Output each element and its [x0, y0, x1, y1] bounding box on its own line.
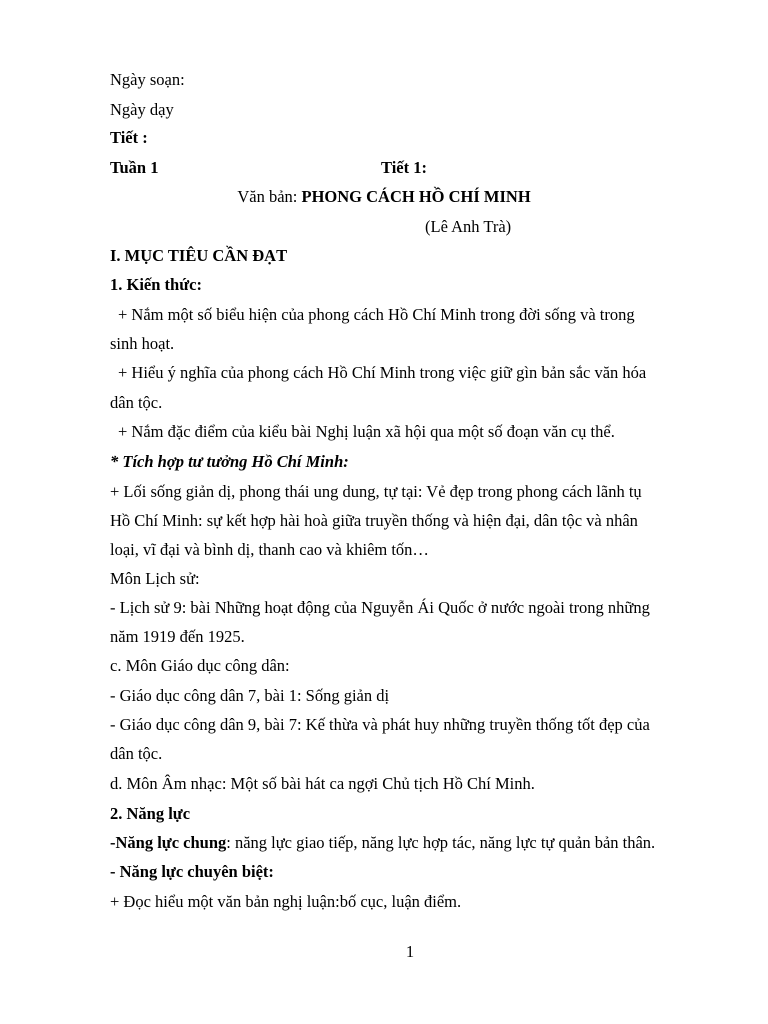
title-label: Văn bản:	[237, 187, 298, 206]
integration-line: - Giáo dục công dân 7, bài 1: Sống giản dị	[110, 686, 390, 705]
knowledge-item: sinh hoạt.	[110, 334, 175, 353]
knowledge-item: + Nắm đặc điểm của kiểu bài Nghị luận xã hội qua một số đoạn văn cụ thể.	[118, 422, 615, 441]
integration-line: d. Môn Âm nhạc: Một số bài hát ca ngợi Chủ tịch Hồ Chí Minh.	[110, 774, 535, 793]
subheading-competency: 2. Năng lực	[110, 804, 191, 823]
general-competency-label: -Năng lực chung	[110, 833, 227, 852]
knowledge-item: + Nắm một số biểu hiện của phong cách Hồ Chí Minh trong đời sống và trong	[118, 305, 635, 324]
section-heading-objectives: I. MỤC TIÊU CẦN ĐẠT	[110, 246, 288, 265]
integration-line: Hồ Chí Minh: sự kết hợp hài hoà giữa truyền thống và hiện đại, dân tộc và nhân	[110, 511, 638, 530]
lesson-number: Tiết 1:	[381, 158, 427, 177]
specific-competency-item: + Đọc hiểu một văn bản nghị luận:bố cục, luận điểm.	[110, 892, 462, 911]
knowledge-item: + Hiểu ý nghĩa của phong cách Hồ Chí Minh trong việc giữ gìn bản sắc văn hóa	[118, 363, 647, 382]
general-competency	[110, 833, 655, 853]
subheading-knowledge: 1. Kiến thức:	[110, 275, 202, 294]
document-title	[0, 187, 768, 207]
integration-line: dân tộc.	[110, 744, 163, 763]
teaching-date-label: Ngày dạy	[110, 100, 174, 119]
integration-line: năm 1919 đến 1925.	[110, 627, 245, 646]
specific-competency-label: - Năng lực chuyên biệt:	[110, 862, 274, 881]
week-label: Tuần 1	[110, 158, 159, 177]
integration-line: - Lịch sử 9: bài Những hoạt động của Nguyễn Ái Quốc ở nước ngoài trong những	[110, 598, 650, 617]
title-name: PHONG CÁCH HỒ CHÍ MINH	[301, 187, 531, 206]
author: (Lê Anh Trà)	[425, 217, 512, 236]
page-number: 1	[405, 942, 415, 961]
preparation-date-label: Ngày soạn:	[110, 70, 185, 89]
period-label: Tiết :	[110, 128, 148, 147]
knowledge-item: dân tộc.	[110, 393, 163, 412]
integration-line: c. Môn Giáo dục công dân:	[110, 656, 290, 675]
integration-line: - Giáo dục công dân 9, bài 7: Kế thừa và phát huy những truyền thống tốt đẹp của	[110, 715, 650, 734]
general-competency-text: : năng lực giao tiếp, năng lực hợp tác, năng lực tự quản bản thân.	[226, 833, 656, 852]
integration-line: + Lối sống giản dị, phong thái ung dung, tự tại: Vẻ đẹp trong phong cách lãnh tụ	[110, 482, 642, 501]
integration-line: loại, vĩ đại và bình dị, thanh cao và khiêm tốn…	[110, 540, 429, 559]
subheading-integration: * Tích hợp tư tưởng Hồ Chí Minh:	[110, 452, 349, 471]
integration-line: Môn Lịch sử:	[110, 569, 200, 588]
